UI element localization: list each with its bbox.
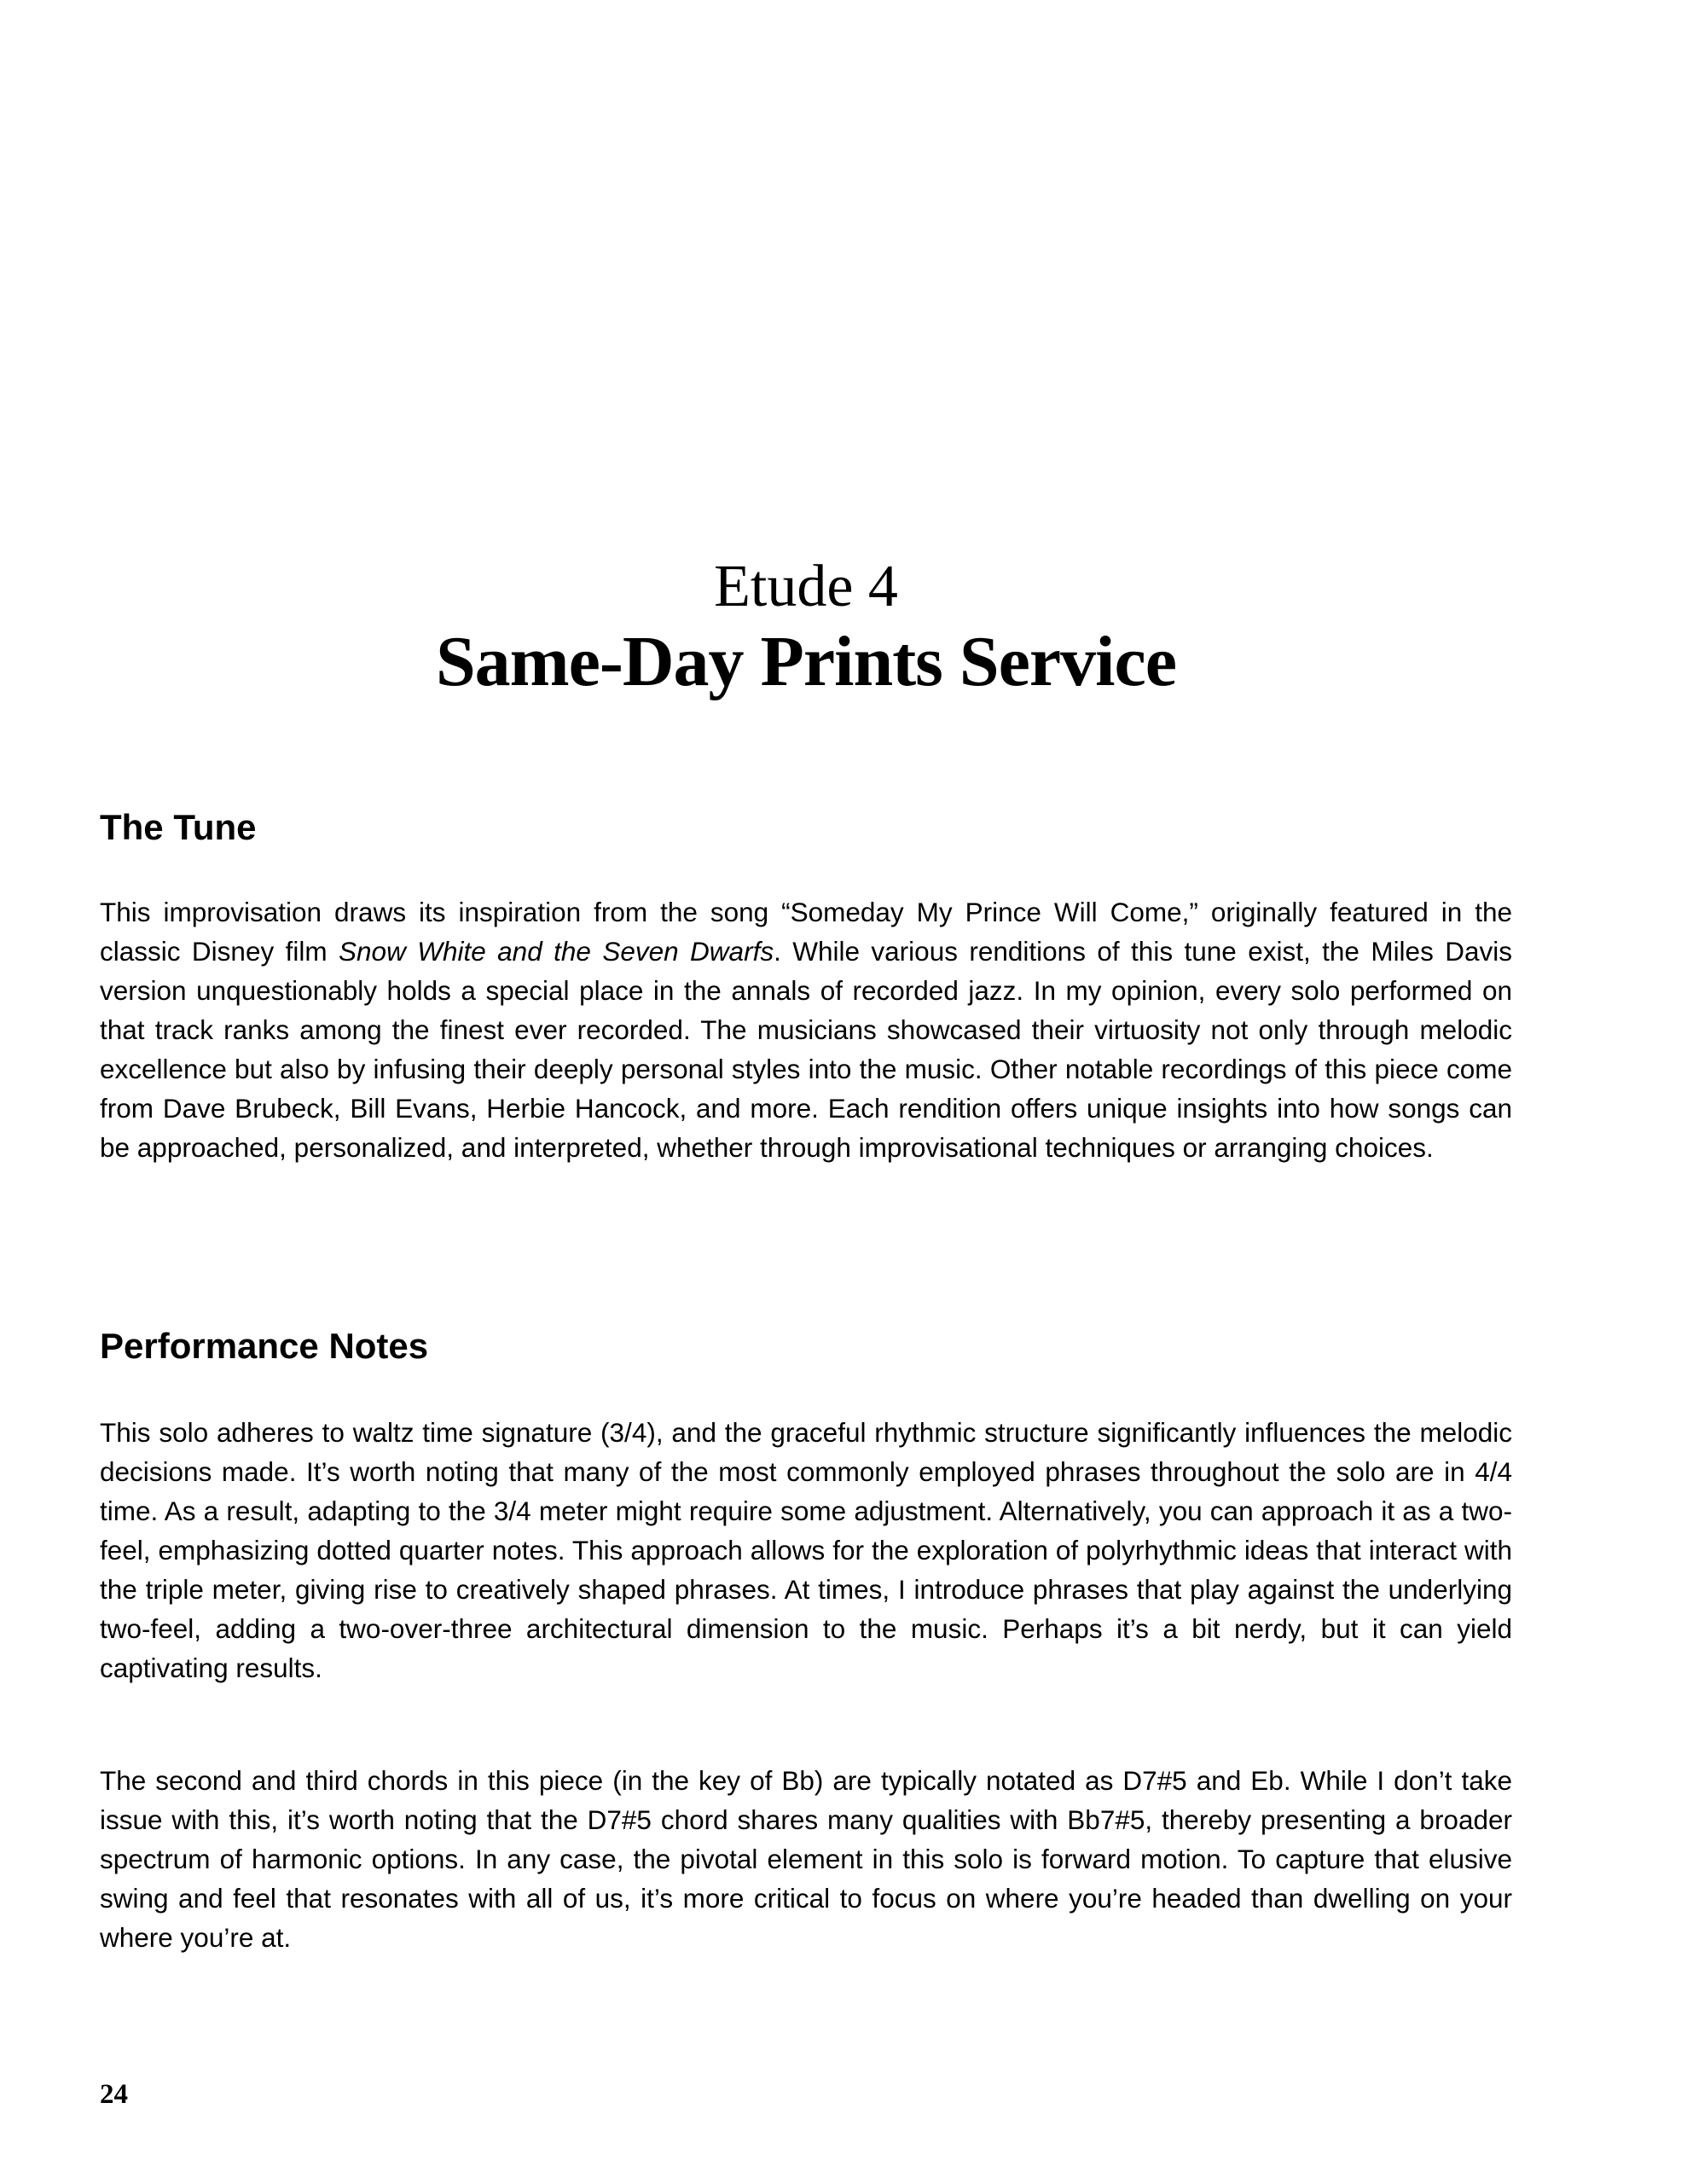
paragraph-performance-notes-2: The second and third chords in this piece (in the key of Bb) are typically notated as D7#5 and Eb. While I don’t take issue with this, it’s worth noting that the D7#5 chord shares many qualities with Bb7#5, thereby presenting a broader spectrum of harmonic options. In any case, the pivotal element in this solo is forward motion. To capture that elusive swing and feel that resonates with all of us, it’s more critical to focus on where you’re headed than dwelling on your where you’re at. — [100, 1765, 1512, 1953]
paragraph-performance-notes-1: This solo adheres to waltz time signature (3/4), and the graceful rhythmic structure significantly influences the melodic decisions made. It’s worth noting that many of the most commonly employed phrases throughout the solo are in 4/4 time. As a result, adapting to the 3/4 meter might require some adjustment. Alternatively, you can approach it as a two-feel, emphasizing dotted quarter notes. This approach allows for the exploration of polyrhythmic ideas that interact with the triple meter, giving rise to creatively shaped phrases. At times, I introduce phrases that play against the underlying two-feel, adding a two-over-three architectural dimension to the music. Perhaps it’s a bit nerdy, but it can yield captivating results. — [100, 1417, 1512, 1683]
page-number: 24 — [100, 2079, 128, 2110]
chapter-label: Etude 4 — [714, 554, 898, 619]
film-title-italic: Snow White and the Seven Dwarfs — [339, 936, 774, 967]
section-heading-performance-notes: Performance Notes — [100, 1326, 429, 1366]
page-title: Same-Day Prints Service — [435, 622, 1177, 701]
text-segment-before-film-title: This improvisation draws its inspiration from the song “Someday My Prince Will Come,” originally featured in the classic Disney film — [100, 897, 1512, 967]
section-heading-the-tune: The Tune — [100, 807, 257, 847]
text-segment-after-film-title: . While various renditions of this tune exist, the Miles Davis version unquestionably holds a special place in the annals of recorded jazz. In my opinion, every solo performed on that track ranks among the finest ever recorded. The musicians showcased their virtuosity not only through melodic excellence but also by infusing their deeply personal styles into the music. Other notable recordings of this piece come from Dave Brubeck, Bill Evans, Herbie Hancock, and more. Each rendition offers unique insights into how songs can be approached, personalized, and interpreted, whether through improvisational techniques or arranging choices. — [100, 936, 1513, 1163]
paragraph-the-tune — [100, 892, 1512, 1167]
